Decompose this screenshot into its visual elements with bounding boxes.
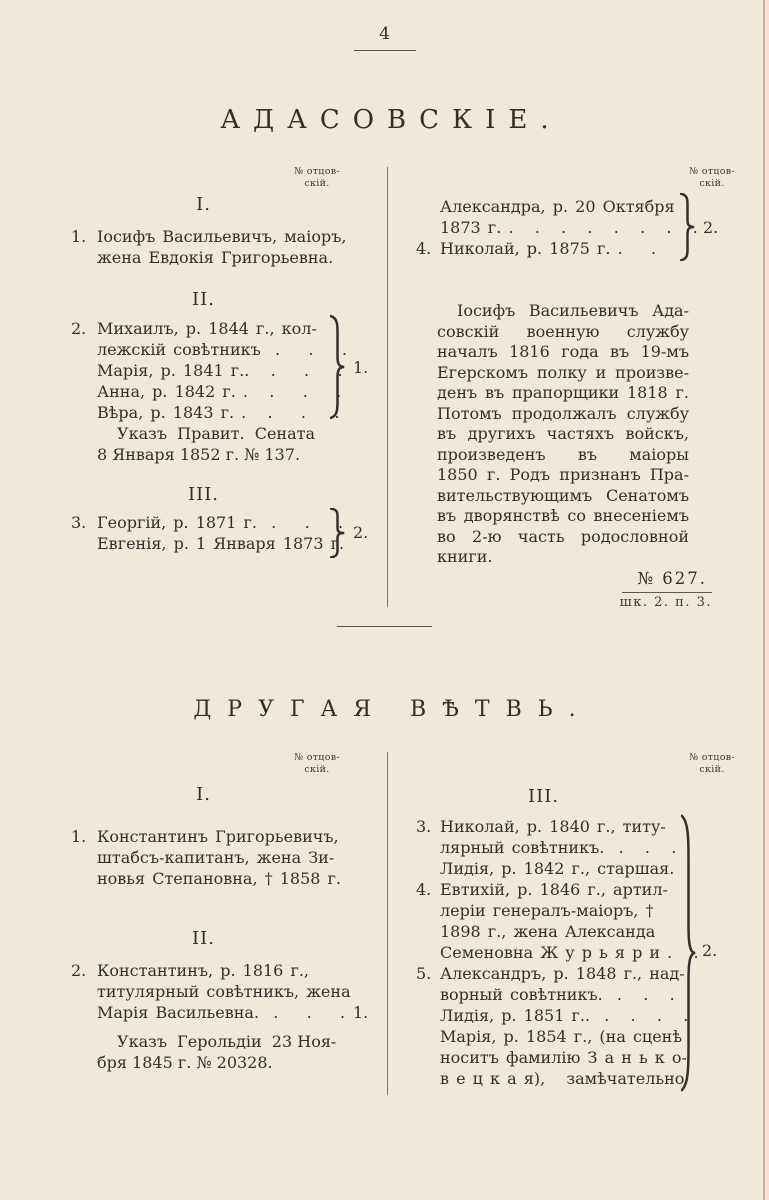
genealogy-brace [681,813,696,1093]
father-number: 2. [703,218,719,237]
entry-text: Анна, р. 1842 г. . . . . [97,382,342,401]
entry-row [400,196,687,217]
entry-text: Михаилъ, р. 1844 г., кол- [97,319,317,338]
entry-number: 4. [416,880,432,899]
section-divider [337,626,432,627]
entry-row [400,1068,687,1089]
entry-number [400,1068,440,1089]
entry-row [400,837,687,858]
entry-text: Марія, р. 1841 г.. . . . [97,361,343,380]
entry-text: Евгенія, р. 1 Января 1873 г. [97,534,345,553]
entry-row [60,381,347,402]
entry-row [60,847,347,868]
paternal-number-header-line1: № отцов- [689,752,735,763]
entry-number: 1. [71,827,87,846]
text-line: Егерскомъ полку и произве- [437,362,689,382]
entry-text: Георгій, р. 1871 г. . . . [97,513,344,532]
entry-row [60,533,347,554]
text-line: Іосифъ Васильевичъ Ада- [457,301,689,320]
entry-text: Евтихій, р. 1846 г., артил- [440,880,668,899]
entry-row [60,960,347,981]
paternal-number-header-line2: скій. [699,177,725,189]
entry-number [60,381,97,402]
entry [60,512,347,554]
entry-row [60,226,347,247]
generation-heading: II. [192,289,215,310]
entry-row [400,942,699,963]
entry-row [60,247,347,268]
text-line: 8 Января 1852 г. № 137. [97,445,301,464]
entry-number [400,217,440,238]
entry-number: 2. [71,961,87,980]
entry-number [60,360,97,381]
entry [400,816,699,1089]
branch-title: ДРУГАЯ ВѢТВЬ. [193,697,592,722]
text-line: Потомъ продолжалъ службу [437,403,689,423]
text-line: книги. [437,547,493,566]
entry-text: Константинъ Григорьевичъ, [97,827,339,846]
paternal-number-header [682,752,742,775]
entry-row [60,512,347,533]
entry-number [60,868,97,889]
paternal-number-header [287,752,347,775]
genealogy-brace [330,315,345,419]
entry-number: 2. [71,319,87,338]
entry-row [400,984,687,1005]
genealogy-brace [680,193,695,261]
entry-row [400,217,698,238]
entry-row [400,858,687,879]
entry-number [400,858,440,879]
decree-note [97,1031,347,1073]
entry-number [60,981,97,1002]
paternal-number-header-line2: скій. [304,177,330,189]
entry-row [400,1005,687,1026]
family-title: АДАСОВСКІЕ. [220,105,562,135]
text-line: денъ въ прапорщики 1818 г. [437,383,689,402]
entry-row [400,963,687,984]
paternal-number-header-line2: скій. [304,763,330,775]
entry-row [400,900,687,921]
entry-text: штабсъ-капитанъ, жена Зи- [97,848,335,867]
text-line: бря 1845 г. № 20328. [97,1053,273,1072]
father-number: 1. [353,1003,369,1022]
entry-row [60,868,347,889]
entry-number [60,847,97,868]
text-line: во 2-ю часть родословной [437,526,689,546]
text-line: въ другихъ частяхъ войскъ, [437,424,689,443]
generation-heading: III. [187,484,220,505]
entry-number [400,921,440,942]
entry-number: 5. [416,964,432,983]
page-edge [763,0,769,1200]
entry-text: лежскій совѣтникъ . . . [97,340,347,359]
entry-number [400,1026,440,1047]
entry-text: Іосифъ Васильевичъ, маіоръ, [97,227,347,246]
paternal-number-header-line1: № отцов- [294,166,340,177]
entry-row [60,339,347,360]
generation-heading: II. [192,928,215,949]
entry-text: новья Степановна, † 1858 г. [97,869,341,888]
entry-row [60,1002,347,1023]
entry-text: Александра, р. 20 Октября [440,197,675,216]
entry-row [60,402,347,423]
entry-number [400,900,440,921]
entry-text: Николай, р. 1840 г., титу- [440,817,666,836]
entry-row [60,981,351,1002]
text-line: Указъ Герольдіи 23 Ноя- [117,1032,337,1051]
entry-number [400,837,440,858]
entry-text: носитъ фамилію З а н ь к о- [440,1048,687,1067]
generation-heading: I. [196,784,211,805]
entry-row [400,1026,687,1047]
entry-number [60,1002,97,1023]
entry-text: Лидія, р. 1842 г., старшая. [440,859,675,878]
case-number-rule [622,592,712,593]
entry-row [400,921,687,942]
case-number: № 627. [637,569,707,588]
page-number-rule [354,50,416,51]
column-divider [387,752,388,1095]
decree-note [97,423,347,465]
entry-text: ворный совѣтникъ. . . . [440,985,675,1004]
father-number: 2. [353,523,369,542]
entry-number [60,339,97,360]
entry-number: 4. [416,239,432,258]
entry-number [60,247,97,268]
generation-heading: III. [527,786,560,807]
paternal-number-header-line2: скій. [699,763,725,775]
entry-number [60,402,97,423]
entry-number: 3. [416,817,432,836]
entry-text: 1873 г. . . . . . . . . [440,218,698,237]
entry-row [60,318,347,339]
entry-number: 3. [71,513,87,532]
entry-text: Константинъ, р. 1816 г., [97,961,309,980]
entry-row [60,826,347,847]
entry-text: Семеновна Ж у р ь я р и . . [440,943,699,962]
entry [60,226,347,268]
text-line: Указъ Правит. Сената [117,424,315,443]
entry-text: Лидія, р. 1851 г.. . . . . [440,1006,689,1025]
genealogy-brace [330,508,345,558]
entry-row [400,238,690,259]
text-line: 1850 г. Родъ признанъ Пра- [437,465,689,484]
entry-text: леріи генералъ-маіоръ, † [440,901,654,920]
entry-text: 1898 г., жена Александа [440,922,656,941]
entry-number [60,533,97,554]
entry-row [60,360,347,381]
paternal-number-header [287,166,347,189]
entry [60,960,351,1023]
father-number: 2. [702,941,718,960]
entry-text: Николай, р. 1875 г. . . . [440,239,690,258]
column-divider [387,167,388,607]
entry-row [400,816,687,837]
entry-text: лярный совѣтникъ. . . . [440,838,677,857]
entry-text: жена Евдокія Григорьевна. [97,248,334,267]
entry-number [400,1047,440,1068]
entry-number [400,196,440,217]
text-line: въ дворянствѣ со внесеніемъ [437,506,689,525]
entry-text: Вѣра, р. 1843 г. . . . . [97,403,340,422]
entry-text: Александръ, р. 1848 г., над- [440,964,685,983]
page-number: 4 [379,24,390,44]
father-number: 1. [353,358,369,377]
entry-text: Марія Васильевна. . . . [97,1003,346,1022]
entry-text: Марія, р. 1854 г., (на сценѣ [440,1027,682,1046]
entry-text: титулярный совѣтникъ, жена [97,982,351,1001]
entry-row [400,1047,687,1068]
paternal-number-header-line1: № отцов- [294,752,340,763]
text-line: произведенъ въ маіоры [437,444,689,464]
entry-text: в е ц к а я), замѣчательно [440,1069,685,1088]
entry [60,318,347,423]
entry [400,196,698,259]
entry-number: 1. [71,227,87,246]
entry-number [400,984,440,1005]
entry-number [400,942,440,963]
paternal-number-header-line1: № отцов- [689,166,735,177]
entry [60,826,347,889]
text-line: вительствующимъ Сенатомъ [437,485,689,505]
entry-number [400,1005,440,1026]
entry-row [400,879,687,900]
biography-paragraph [437,301,689,568]
shelf-reference: шк. 2. п. 3. [619,595,712,610]
text-line: началъ 1816 года въ 19-мъ [437,342,689,361]
paternal-number-header [682,166,742,189]
text-line: совскій военную службу [437,321,689,341]
generation-heading: I. [196,194,211,215]
